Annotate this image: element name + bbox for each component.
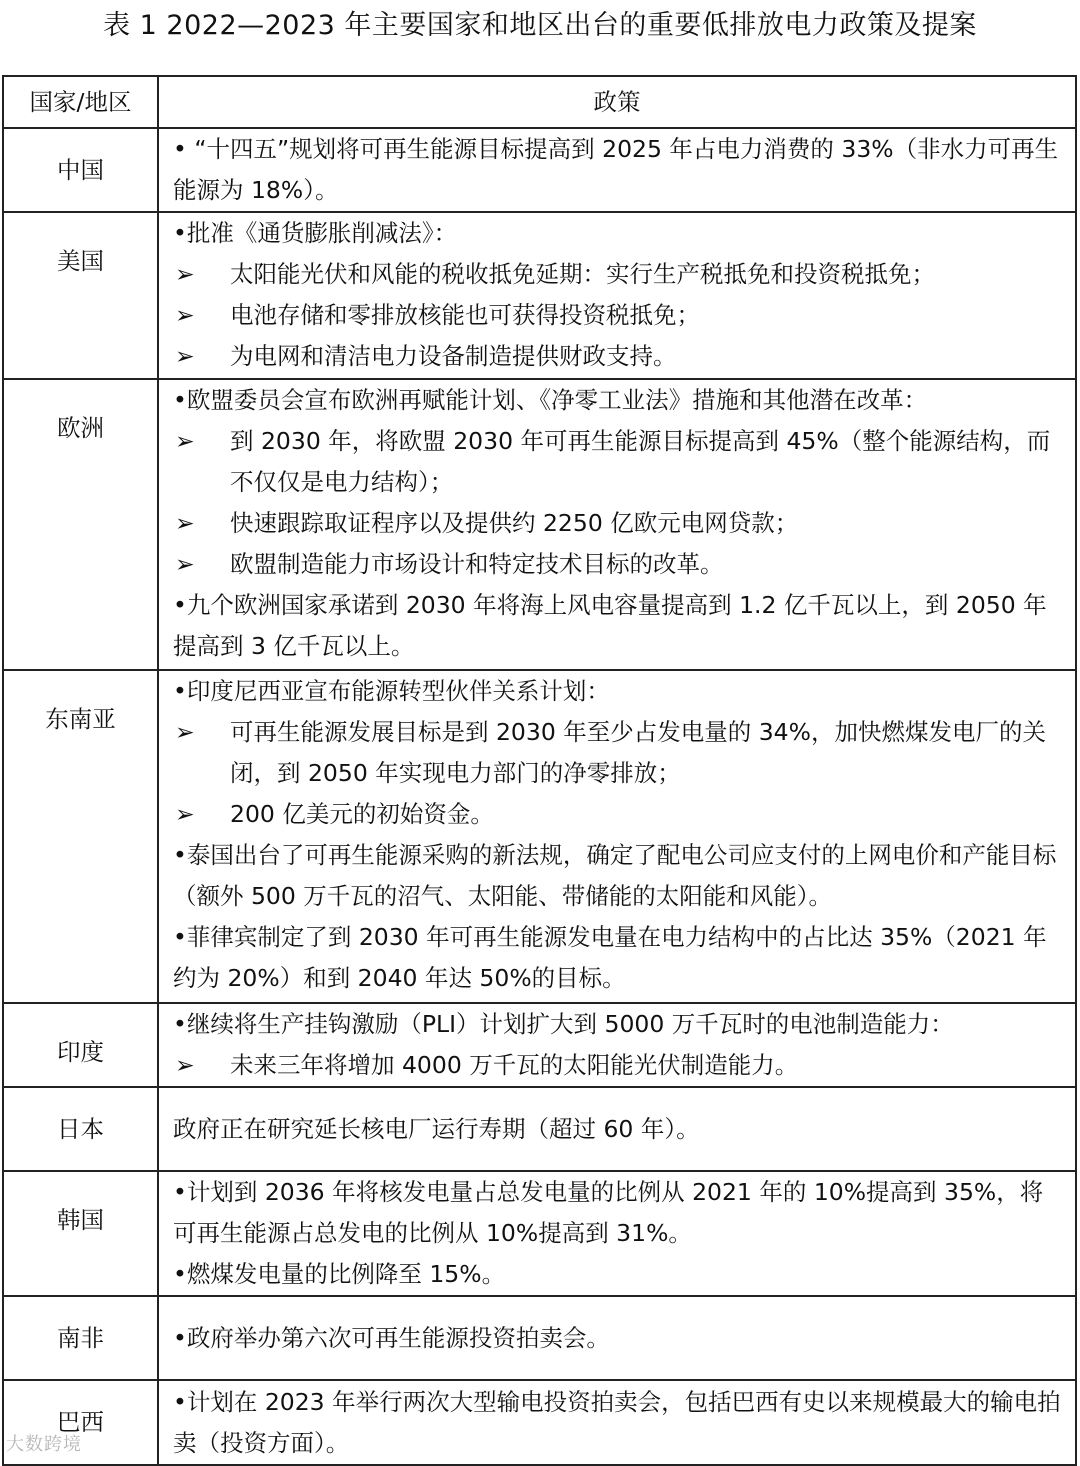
- arrow-bullet-icon: ➢: [175, 260, 195, 288]
- arrow-bullet-item: [173, 421, 1061, 503]
- table-row: [3, 128, 1076, 212]
- policy-text: 未来三年将增加 4000 万千瓦的太阳能光伏制造能力。: [230, 1051, 799, 1079]
- header-policy: 政策: [158, 76, 1076, 128]
- policy-text: 政府正在研究延长核电厂运行寿期（超过 60 年）。: [173, 1114, 700, 1143]
- region-cell: 韩国: [3, 1171, 158, 1296]
- table-body: [3, 128, 1076, 1465]
- arrow-bullet-icon: ➢: [175, 550, 195, 578]
- policy-text: •菲律宾制定了到 2030 年可再生能源发电量在电力结构中的占比达 35%（2021 年约为 20%）和到 2040 年达 50%的目标。: [173, 923, 1047, 992]
- policy-text: 快速跟踪取证程序以及提供约 2250 亿欧元电网贷款；: [230, 509, 799, 537]
- policy-text: 为电网和清洁电力设备制造提供财政支持。: [230, 342, 677, 370]
- arrow-bullet-icon: ➢: [175, 427, 195, 455]
- arrow-bullet-item: [173, 254, 1061, 295]
- arrow-bullet-item: [173, 794, 1061, 835]
- policy-text: •计划到 2036 年将核发电量占总发电量的比例从 2021 年的 10%提高到 35%，将可再生能源占总发电的比例从 10%提高到 31%。: [173, 1178, 1044, 1247]
- table-row: [3, 1003, 1076, 1087]
- policy-cell: [158, 1087, 1076, 1171]
- policy-text: •泰国出台了可再生能源采购的新法规，确定了配电公司应支付的上网电价和产能目标（额外 500 万千瓦的沼气、太阳能、带储能的太阳能和风能）。: [173, 841, 1057, 910]
- arrow-bullet-item: [173, 1045, 1061, 1086]
- policy-text: 电池存储和零排放核能也可获得投资税抵免；: [230, 301, 700, 329]
- arrow-bullet-icon: ➢: [175, 301, 195, 329]
- table-title: 表 1 2022—2023 年主要国家和地区出台的重要低排放电力政策及提案: [103, 10, 977, 41]
- policy-cell: [158, 670, 1076, 1003]
- region-cell: 南非: [3, 1296, 158, 1380]
- policy-text: •继续将生产挂钩激励（PLI）计划扩大到 5000 万千瓦时的电池制造能力：: [173, 1010, 954, 1038]
- region-cell: 日本: [3, 1087, 158, 1171]
- policy-text: •政府举办第六次可再生能源投资拍卖会。: [173, 1323, 610, 1352]
- policy-text: 200 亿美元的初始资金。: [230, 800, 494, 828]
- table-row: [3, 670, 1076, 1003]
- header-region: 国家/地区: [3, 76, 158, 128]
- table-row: [3, 1087, 1076, 1171]
- arrow-bullet-icon: ➢: [175, 509, 195, 537]
- region-cell: 美国: [3, 212, 158, 379]
- policy-text: 可再生能源发展目标是到 2030 年至少占发电量的 34%，加快燃煤发电厂的关闭，到 2050 年实现电力部门的净零排放；: [230, 718, 1046, 787]
- policy-cell: [158, 379, 1076, 670]
- policy-table: [2, 75, 1077, 1466]
- policy-text: •燃煤发电量的比例降至 15%。: [173, 1260, 506, 1288]
- arrow-bullet-item: [173, 712, 1061, 794]
- policy-cell: [158, 1380, 1076, 1465]
- arrow-bullet-icon: ➢: [175, 718, 195, 746]
- arrow-bullet-icon: ➢: [175, 800, 195, 828]
- table-row: [3, 1171, 1076, 1296]
- policy-text: 欧盟制造能力市场设计和特定技术目标的改革。: [230, 550, 724, 578]
- policy-cell: [158, 1296, 1076, 1380]
- table-row: [3, 1296, 1076, 1380]
- policy-text: •印度尼西亚宣布能源转型伙伴关系计划：: [173, 677, 610, 705]
- arrow-bullet-icon: ➢: [175, 1051, 195, 1079]
- policy-text: 到 2030 年，将欧盟 2030 年可再生能源目标提高到 45%（整个能源结构，而不仅仅是电力结构）；: [230, 427, 1051, 496]
- policy-text: •欧盟委员会宣布欧洲再赋能计划、《净零工业法》措施和其他潜在改革：: [173, 386, 928, 414]
- policy-cell: [158, 128, 1076, 212]
- region-cell: 印度: [3, 1003, 158, 1087]
- arrow-bullet-icon: ➢: [175, 342, 195, 370]
- region-cell: 欧洲: [3, 379, 158, 670]
- policy-cell: [158, 212, 1076, 379]
- arrow-bullet-item: [173, 295, 1061, 336]
- table-row: [3, 1380, 1076, 1465]
- watermark-text: 大数跨境: [6, 1434, 82, 1455]
- policy-text: •批准《通货膨胀削减法》：: [173, 219, 458, 247]
- table-row: [3, 212, 1076, 379]
- region-cell: 中国: [3, 128, 158, 212]
- region-cell: 巴西: [3, 1380, 158, 1465]
- policy-text: •计划在 2023 年举行两次大型输电投资拍卖会，包括巴西有史以来规模最大的输电拍卖（投资方面）。: [173, 1387, 1061, 1457]
- arrow-bullet-item: [173, 544, 1061, 585]
- table-row: [3, 379, 1076, 670]
- region-cell: 东南亚: [3, 670, 158, 1003]
- policy-text: 太阳能光伏和风能的税收抵免延期：实行生产税抵免和投资税抵免；: [230, 260, 935, 288]
- policy-cell: [158, 1171, 1076, 1296]
- arrow-bullet-item: [173, 336, 1061, 377]
- policy-text: • “十四五”规划将可再生能源目标提高到 2025 年占电力消费的 33%（非水力可再生能源为 18%）。: [173, 135, 1059, 204]
- table-header-row: [3, 76, 1076, 128]
- policy-cell: [158, 1003, 1076, 1087]
- policy-text: •九个欧洲国家承诺到 2030 年将海上风电容量提高到 1.2 亿千瓦以上，到 2050 年提高到 3 亿千瓦以上。: [173, 591, 1047, 660]
- arrow-bullet-item: [173, 503, 1061, 544]
